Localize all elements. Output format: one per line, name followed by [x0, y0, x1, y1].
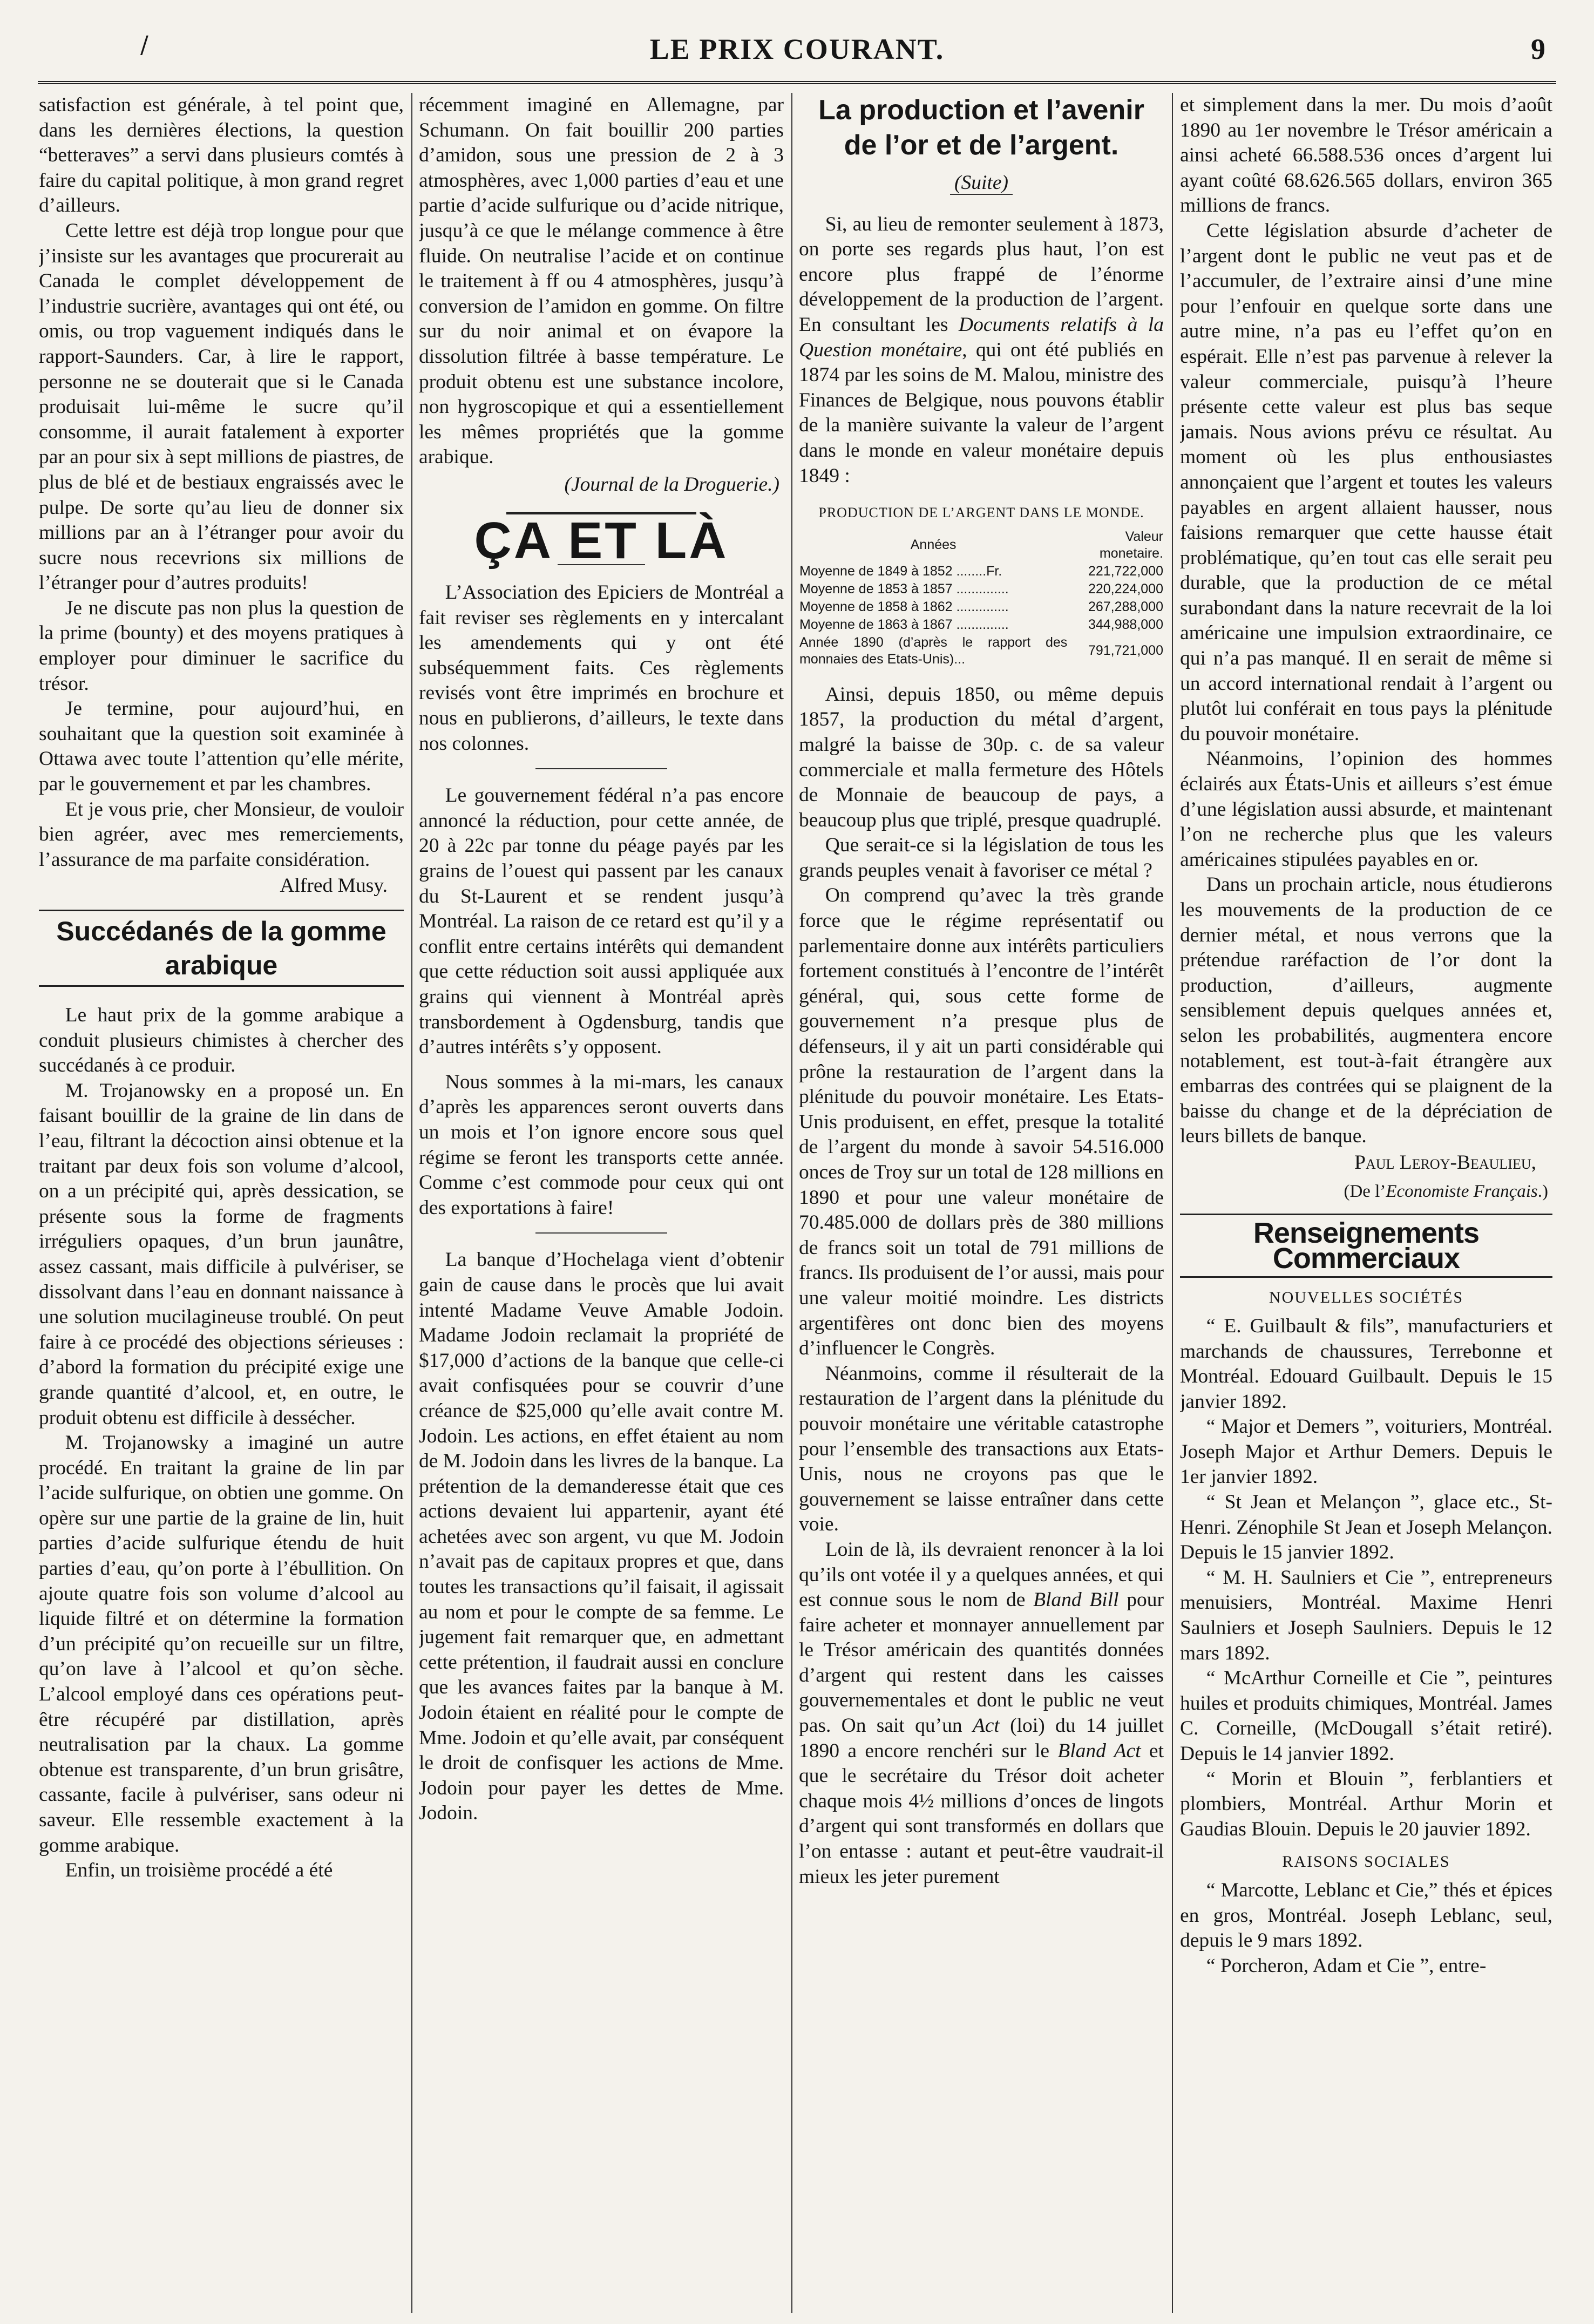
newspaper-title: LE PRIX COURANT. — [649, 33, 945, 65]
paragraph: Et je vous prie, cher Monsieur, de vouloir bien agréer, avec mes remerciements, l’assurance de ma parfaite considération. — [39, 798, 404, 871]
table-row: Moyenne de 1853 à 1857 .............. 220,224,000 — [799, 581, 1163, 597]
paragraph: Ainsi, depuis 1850, ou même depuis 1857, la production du métal d’argent, malgré la baisse de 30p. c. de sa valeur commerciale et malla fermeture des Hôtels de Monnaie de beaucoup de pays, a beaucoup plus que triplé, presque quadruplé. — [799, 683, 1164, 831]
list-item: “ Major et Demers ”, voituriers, Montréal. Joseph Major et Arthur Demers. Depuis le 1er janvier 1892. — [1180, 1415, 1552, 1488]
column-divider — [411, 93, 412, 2313]
paragraph: On comprend qu’avec la très grande force que le régime représentatif ou parlementaire donne aux intérêts particuliers fortement constitués à l’encontre de l’intérêt général, qui, sous cette forme de gouvernement n’a presque plus de défenseurs, il y ait un parti considérable qui prône la restauration de l’argent dans la plénitude du pouvoir monétaire. Les Etats-Unis produisent, en effet, presque la totalité de l’argent du monde à savoir 54.516.000 onces de Troy sur un total de 128 millions en 1890 et pour une valeur monétaire de 70.485.000 de dollars près de 380 millions de francs soit un total de 791 millions de francs. Ils produisent de l’or aussi, mais pour une valeur moitié moindre. Les districts argentifères ont donc bien des moyens d’influencer le Congrès. — [799, 884, 1164, 1360]
signature: Alfred Musy. — [280, 875, 388, 897]
paragraph: Si, au lieu de remonter seulement à 1873, on porte ses regards plus haut, l’on est encore plus frappé de l’énorme développement de la production de l’argent. En consultant les Documents relatifs à la Question monétaire, qui ont été publiés en 1874 par les soins de M. Malou, ministre des Finances de Belgique, nous pouvons établir de la manière suivante la valeur de l’argent dans le monde en valeur monétaire depuis 1849 : — [799, 213, 1164, 487]
page-number: 9 — [1531, 33, 1545, 65]
column-1 — [39, 93, 404, 2313]
list-item: “ Morin et Blouin ”, ferblantiers et plombiers, Montréal. Arthur Morin et Gaudias Blouin. Depuis le 20 jauvier 1892. — [1180, 1767, 1552, 1840]
column-divider — [791, 93, 792, 2313]
list-item: “ Porcheron, Adam et Cie ”, entre- — [1206, 1954, 1487, 1977]
paragraph: M. Trojanowsky a imaginé un autre procédé. En traitant la graine de lin par l’acide sulfurique, on obtien une gomme. On opère sur une partie de la graine de lin, huit parties d’acide sulfurique étendu de huit parties d’eau, qu’on porte à l’ébullition. On ajoute quatre fois son volume d’alcool au liquide filtré et on détermine la formation d’un précipité qu’on recueille sur un filtre, qu’on lave à l’alcool et qu’on sèche. L’alcool employé dans ces opérations peut-être récupéré par distillation, après neutralisation par la chaux. La gomme obtenue est transparente, d’un brun grisâtre, cassante, facile à pulvériser, sans odeur ni saveur. Elle ressemble exactement à la gomme arabique. — [39, 1432, 404, 1857]
paragraph: Loin de là, ils devraient renoncer à la loi qu’ils ont votée il y a quelques années, et qui est connue sous le nom de Bland Bill pour faire acheter et monnayer annuellement par le Trésor américain des quantités données d’argent qui restent dans les caisses gouvernementales et dont le public ne veut pas. On sait qu’un Act (loi) du 14 juillet 1890 a encore renchéri sur le Bland Act et que le secrétaire du Trésor doit acheter chaque mois 4½ millions d’onces de lingots d’argent qui sont transformés en dollars que l’on entasse : autant et peut-être vaudrait-il mieux les jeter purement — [799, 1538, 1164, 1888]
column-3 — [799, 93, 1164, 2313]
headline-succedanes: Succédanés de la gomme arabique — [39, 910, 404, 987]
separator-rule — [535, 1232, 667, 1234]
list-item: “ M. H. Saulniers et Cie ”, entrepreneurs menuisiers, Montréal. Maxime Henri Saulniers et Joseph Saulniers. Depuis le 12 mars 1892. — [1180, 1566, 1552, 1664]
paragraph: Nous sommes à la mi-mars, les canaux d’après les apparences seront ouverts dans un mois et l’on ignore encore sous quel régime se feront les transports cette année. Comme c’est commode pour ceux qui ont des exportations à faire! — [419, 1070, 784, 1219]
paragraph: Dans un prochain article, nous étudierons les mouvements de la production de ce dernier métal, et nous verrons que la prétendue raréfaction de l’or dont la production, d’ailleurs, augmente sensiblement depuis quelques années et, selon les probabilités, augmentera encore notablement, est tout-à-fait étrangère aux embarras des contrées qui se plaignent de la baisse du change et de la dépréciation de leurs billets de banque. — [1180, 873, 1552, 1148]
column-2 — [419, 93, 784, 2313]
paragraph: Que serait-ce si la législation de tous les grands peuples venait à favoriser ce métal ? — [799, 834, 1164, 882]
table-header: Années — [910, 537, 957, 553]
italic-title: Documents relatifs à la Question monétaire — [799, 313, 1164, 361]
table-row: Moyenne de 1863 à 1867 .............. 344,988,000 — [799, 616, 1163, 632]
header-rule — [38, 81, 1556, 86]
paragraph: M. Trojanowsky en a proposé un. En faisant bouillir de la graine de lin dans de l’eau, filtrant la décoction ainsi obtenue et la traitant par deux fois son volume d’alcool, on a un précipité qui, après dessication, se présente sous la forme de fragments irréguliers opaques, d’un brun jaunâtre, assez cassant, mais difficile à pulvériser, se dissolvant dans l’eau en donnant naissance à une solution mucilagineuse troublé. On peut faire à ce procédé des objections sérieuses : d’abord la formation du précipité exige une grande quantité d’alcool, et, en outre, le produit obtenu est difficile à dessécher. — [39, 1079, 404, 1429]
table-row: Moyenne de 1849 à 1852 ........Fr. 221,722,000 — [799, 563, 1163, 579]
article-source: (Journal de la Droguerie.) — [564, 473, 779, 496]
article-source: (De l’Economiste Français.) — [1344, 1181, 1548, 1201]
paragraph: Le haut prix de la gomme arabique a conduit plusieurs chimistes à chercher des succédanés à ce produir. — [39, 1004, 404, 1077]
list-item: “ E. Guilbault & fils”, manufacturiers et marchands de chaussures, Terrebonne et Montréal. Edouard Guilbault. Depuis le 15 janvier 1892. — [1180, 1315, 1552, 1413]
list-item: “ Marcotte, Leblanc et Cie,” thés et épices en gros, Montréal. Joseph Leblanc, seul, depuis le 9 mars 1892. — [1180, 1879, 1552, 1952]
paragraph: satisfaction est générale, à tel point que, dans les dernières élections, la question “betteraves” a servi dans plusieurs comtés à faire du capital politique, à mon grand regret d’ailleurs. — [39, 94, 404, 217]
headline-production: La production et l’avenir de l’or et de l’argent. — [818, 94, 1144, 161]
headline-renseignements: Renseignements Commerciaux — [1180, 1214, 1552, 1278]
list-item: “ St Jean et Melançon ”, glace etc., St-Henri. Zénophile St Jean et Joseph Melançon. Depuis le 15 janvier 1892. — [1180, 1491, 1552, 1564]
suite-text: (Suite) — [950, 172, 1013, 195]
continued-label — [799, 171, 1164, 196]
paragraph: Cette lettre est déjà trop longue pour que j’insiste sur les avantages que procurerait au Canada le complet développement de l’industrie sucrière, avantages qui ont été, ou omis, ou trop vaguement indiqués dans le rapport-Saunders. Car, à lire le rapport, personne ne se douterait que si le Canada produisait lui-même le sucre qu’il consomme, il aurait fatalement à exporter par an pour six à sept millions de piastres, de plus de blé et de bestiaux engraissés avec le pulpe. De sorte qu’au lieu de donner six millions par an à l’étranger pour avoir du sucre nous recevrions six millions de l’étranger pour d’autres produits! — [39, 219, 404, 594]
column-4 — [1180, 93, 1552, 2313]
paragraph: Enfin, un troisième procédé a été — [65, 1859, 333, 1882]
paragraph: Je termine, pour aujourd’hui, en souhaitant que la question soit examinée à Ottawa avec toute l’attention qu’elle mérite, par le gouvernement et par les chambres. — [39, 697, 404, 796]
table-header: Valeur monetaire. — [1099, 529, 1163, 561]
paragraph: L’Association des Epiciers de Montréal a fait reviser ses règlements en y intercalant les amendements qui y ont été subséquemment faits. Ces règlements revisés vont être imprimés en brochure et nous en publierons, d’ailleurs, le texte dans nos colonnes. — [419, 581, 784, 755]
paragraph: Néanmoins, l’opinion des hommes éclairés aux États-Unis et ailleurs s’est émue d’une législation aussi absurde, et maintenant l’on ne recherche plus que les valeurs américaines stipulées payables en or. — [1180, 748, 1552, 871]
paragraph: récemment imaginé en Allemagne, par Schumann. On fait bouillir 200 parties d’amidon, sous une pression de 2 à 3 atmosphères, avec 1,000 parties d’eau et une partie d’acide sulfurique ou d’acide nitrique, jusqu’à ce que le mélange commence à être fluide. On neutralise l’acide et on continue le traitement à ff ou 4 atmosphères, jusqu’à conversion de l’amidon en gomme. On filtre sur du noir animal et on évapore la dissolution filtrée à basse température. Le produit obtenu est une substance incolore, non hygroscopique et qui a essentiellement les mêmes propriétés que la gomme arabique. — [419, 94, 784, 469]
headline-ca-et-la: ÇA ET LÀ — [474, 511, 729, 570]
subheading-nouvelles-societes: NOUVELLES SOCIÉTÉS — [1269, 1289, 1464, 1307]
silver-production-table — [799, 528, 1164, 668]
page-header — [38, 22, 1556, 73]
separator-rule — [535, 768, 667, 769]
margin-mark: / — [140, 31, 148, 59]
table-row: Année 1890 (d’après le rapport des monnaies des Etats-Unis)... 791,721,000 — [799, 634, 1163, 667]
paragraph: Néanmoins, comme il résulterait de la restauration de l’argent dans la plénitude du pouvoir monétaire une véritable catastrophe pour l’ensemble des transactions aux Etats-Unis, nous ne croyons pas que le gouvernement se laisse entraîner dans cette voie. — [799, 1362, 1164, 1536]
table-title: PRODUCTION DE L’ARGENT DANS LE MONDE. — [818, 505, 1144, 521]
column-divider — [1172, 93, 1173, 2313]
signature: Paul Leroy-Beaulieu, — [1354, 1151, 1536, 1174]
paragraph: et simplement dans la mer. Du mois d’août 1890 au 1er novembre le Trésor américain a ainsi acheté 66.588.536 onces d’argent lui ayant coûté 68.626.565 dollars, environ 365 millions de francs. — [1180, 94, 1552, 217]
list-item: “ McArthur Corneille et Cie ”, peintures huiles et produits chimiques, Montréal. James C. Corneille, (McDougall s’était retiré). Depuis le 14 janvier 1892. — [1180, 1667, 1552, 1765]
paragraph: La banque d’Hochelaga vient d’obtenir gain de cause dans le procès que lui avait intenté Madame Veuve Amable Jodoin. Madame Jodoin reclamait la propriété de $17,000 d’actions de la banque que celle-ci avait confisquées pour se couvrir d’une créance de $25,000 qu’elle avait contre M. Jodoin. Les actions, en effet étaient au nom de M. Jodoin dans les livres de la banque. La prétention de la demanderesse était que ces actions devaient lui appartenir, ayant été achetées avec son argent, vu que M. Jodoin n’avait pas de capitaux propres et que, dans toutes les transactions qu’il faisait, il agissait au nom et pour le compte de sa femme. Le jugement fait remarquer que, en admettant cette prétention, il faudrait aussi en conclure que les avances faites par la banque à M. Jodoin étaient en réalité pour le compte de Mme. Jodoin et qu’elle avait, par conséquent le droit de confisquer les actions de Mme. Jodoin pour payer les dettes de Mme. Jodoin. — [419, 1249, 784, 1825]
paragraph: Je ne discute pas non plus la question de la prime (bounty) et des moyens pratiques à employer pour diminuer le sacrifice du trésor. — [39, 597, 404, 695]
paragraph: Le gouvernement fédéral n’a pas encore annoncé la réduction, pour cette année, de 20 à 22c par tonne du péage payés par les grains de l’ouest qui passent par les canaux du St-Laurent et se rendent jusqu’à Montréal. La raison de ce retard est qu’il y a conflit entre certains intérêts qui demandent que cette réduction soit aussi appliquée aux grains qui viennent à Montréal après transbordement à Ogdensburg, tandis que d’autres intérêts s’y opposent. — [419, 784, 784, 1059]
table-row: Moyenne de 1858 à 1862 .............. 267,288,000 — [799, 599, 1163, 614]
paragraph: Cette législation absurde d’acheter de l’argent dont le public ne veut pas et de l’accumuler, de l’extraire ainsi d’une mine pour l’enfouir en quelque sorte dans une autre mine, n’a pas eu l’effet qu’on en espérait. Elle n’est pas parvenue à relever la valeur commerciale, puisqu’à l’heure présente cette valeur est plus bas seque jamais. Nous avions prévu ce résultat. Au moment où les plus enthousiastes annonçaient que l’argent et toutes les valeurs payables en argent allaient hausser, nous faisions remarquer que cette hausse était problématique, qu’en tout cas elle serait peu durable, que la production de ce métal surabondant dans la nature recevrait de la loi américaine une impulsion extraordinaire, ce qui n’a pas manqué. Il en serait de même si un accord international rendait à l’argent ou plutôt lui conférait en tous pays la plénitude du pouvoir monétaire. — [1180, 219, 1552, 745]
subheading-raisons-sociales: RAISONS SOCIALES — [1282, 1853, 1450, 1871]
